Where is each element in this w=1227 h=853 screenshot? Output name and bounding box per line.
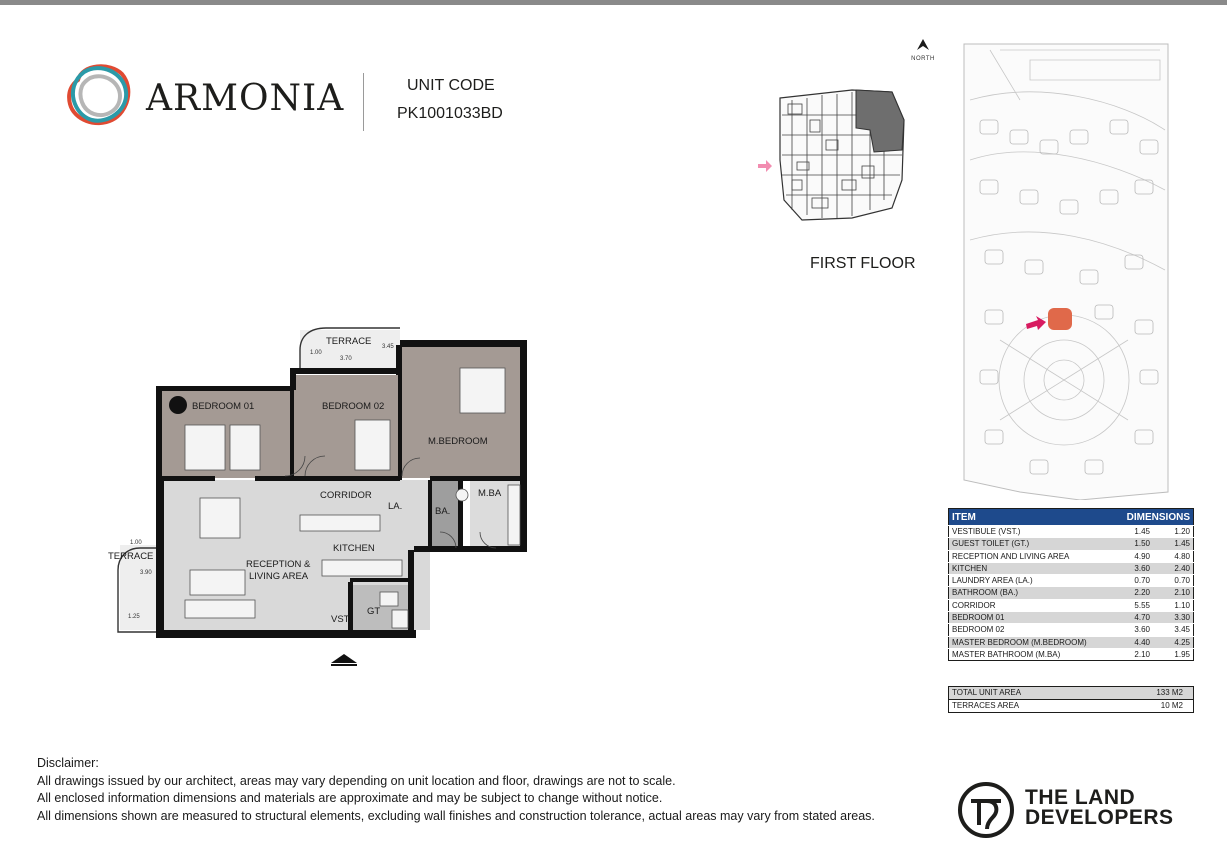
- cell-dimension: 2.10: [1153, 587, 1194, 599]
- north-indicator: [906, 38, 940, 62]
- cell-dimension: 4.90: [1117, 550, 1153, 562]
- table-row: [949, 587, 1194, 599]
- label-mba: M.BA: [478, 488, 502, 499]
- table-row: [949, 562, 1194, 574]
- developer-name-line1: THE LAND: [1025, 786, 1136, 809]
- dim-left-b: 3.90: [140, 570, 152, 576]
- terraces-area-label: TERRACES AREA: [952, 701, 1020, 710]
- cell-item: KITCHEN: [949, 562, 1118, 574]
- cell-dimension: 2.20: [1117, 587, 1153, 599]
- cell-item: MASTER BATHROOM (M.BA): [949, 648, 1118, 660]
- cell-dimension: 4.25: [1153, 636, 1194, 648]
- master-plan: [960, 40, 1172, 500]
- top-border: [0, 0, 1227, 5]
- floor-label: FIRST FLOOR: [810, 255, 916, 272]
- label-kitchen: KITCHEN: [333, 543, 375, 554]
- cell-item: BATHROOM (BA.): [949, 587, 1118, 599]
- entrance-arrow-icon: [330, 653, 358, 667]
- developer-name: [1025, 788, 1174, 828]
- disclaimer: [37, 755, 875, 825]
- dim-top-a: 1.00: [310, 350, 322, 356]
- label-reception-1: RECEPTION &: [246, 559, 311, 570]
- armonia-logo-icon: [64, 58, 136, 130]
- table-row: [949, 550, 1194, 562]
- cell-dimension: 1.10: [1153, 599, 1194, 611]
- table-row: [949, 526, 1194, 538]
- cell-dimension: 0.70: [1117, 575, 1153, 587]
- unit-code-label: UNIT CODE: [407, 77, 495, 94]
- terraces-area-value: 10 M2: [1160, 701, 1183, 710]
- pink-arrow-icon: [758, 160, 772, 172]
- cell-dimension: 3.30: [1153, 612, 1194, 624]
- cell-dimension: 1.50: [1117, 538, 1153, 550]
- disclaimer-line: All enclosed information dimensions and materials are approximate and may be subject to change without notice.: [37, 791, 663, 805]
- cell-item: RECEPTION AND LIVING AREA: [949, 550, 1118, 562]
- cell-item: VESTIBULE (VST.): [949, 526, 1118, 538]
- table-row: [949, 687, 1194, 700]
- developer-name-line2: DEVELOPERS: [1025, 806, 1174, 829]
- total-area-value: 133 M2: [1108, 687, 1193, 700]
- label-mbedroom: M.BEDROOM: [428, 436, 488, 447]
- cell-item: GUEST TOILET (GT.): [949, 538, 1118, 550]
- cell-dimension: 3.45: [1153, 624, 1194, 636]
- cell-dimension: 2.40: [1153, 562, 1194, 574]
- table-row: [949, 612, 1194, 624]
- cell-dimension: 4.80: [1153, 550, 1194, 562]
- dim-top-b: 3.70: [340, 356, 352, 362]
- cell-item: BEDROOM 02: [949, 624, 1118, 636]
- key-plan: [752, 80, 917, 230]
- cell-dimension: 3.60: [1117, 624, 1153, 636]
- table-row: [949, 575, 1194, 587]
- label-la: LA.: [388, 501, 403, 512]
- brand-name: ARMONIA: [146, 78, 345, 119]
- header-dimensions: DIMENSIONS: [1117, 509, 1194, 526]
- disclaimer-title: Disclaimer:: [37, 756, 99, 770]
- label-ba: BA.: [435, 506, 451, 517]
- unit-code-value: PK1001033BD: [397, 105, 503, 122]
- cell-dimension: 1.95: [1153, 648, 1194, 660]
- dim-left-a: 1.00: [130, 540, 142, 546]
- header-item: ITEM: [949, 509, 1118, 526]
- cell-dimension: 5.55: [1117, 599, 1153, 611]
- label-gt: GT: [367, 606, 381, 617]
- cell-dimension: 1.45: [1117, 526, 1153, 538]
- table-row: [949, 538, 1194, 550]
- area-table: [948, 686, 1194, 713]
- table-row: [949, 636, 1194, 648]
- disclaimer-line: All drawings issued by our architect, areas may vary depending on unit location and floor, drawings are not to scale.: [37, 773, 676, 788]
- developer-logo-icon: [957, 781, 1015, 839]
- north-arrow-icon: [916, 39, 930, 51]
- label-vst: VST.: [331, 614, 352, 625]
- cell-dimension: 4.40: [1117, 636, 1153, 648]
- total-area-label: TOTAL UNIT AREA: [949, 687, 1109, 700]
- cell-dimension: 3.60: [1117, 562, 1153, 574]
- cell-item: BEDROOM 01: [949, 612, 1118, 624]
- cell-dimension: 0.70: [1153, 575, 1194, 587]
- header-divider: [363, 73, 364, 131]
- label-reception-2: LIVING AREA: [249, 571, 309, 582]
- table-row: [949, 624, 1194, 636]
- cell-dimension: 1.45: [1153, 538, 1194, 550]
- cell-dimension: 1.20: [1153, 526, 1194, 538]
- floor-plan: [100, 320, 545, 640]
- label-bedroom01: BEDROOM 01: [192, 401, 255, 412]
- label-bedroom02: BEDROOM 02: [322, 401, 385, 412]
- dim-top-c: 3.45: [382, 344, 394, 350]
- cell-item: LAUNDRY AREA (LA.): [949, 575, 1118, 587]
- table-row: [949, 599, 1194, 611]
- dimensions-table: [948, 508, 1194, 661]
- disclaimer-line: All dimensions shown are measured to structural elements, excluding wall finishes and construction tolerance, actual areas may vary from stated areas.: [37, 808, 875, 823]
- label-terrace-left: TERRACE: [108, 551, 154, 562]
- north-label: NORTH: [911, 56, 935, 62]
- label-terrace-top: TERRACE: [326, 336, 372, 347]
- table-row: [949, 648, 1194, 660]
- cell-dimension: 4.70: [1117, 612, 1153, 624]
- label-corridor: CORRIDOR: [320, 490, 372, 501]
- cell-item: MASTER BEDROOM (M.BEDROOM): [949, 636, 1118, 648]
- cell-dimension: 2.10: [1117, 648, 1153, 660]
- dim-left-c: 1.25: [128, 614, 140, 620]
- table-row: [949, 700, 1194, 713]
- cell-item: CORRIDOR: [949, 599, 1118, 611]
